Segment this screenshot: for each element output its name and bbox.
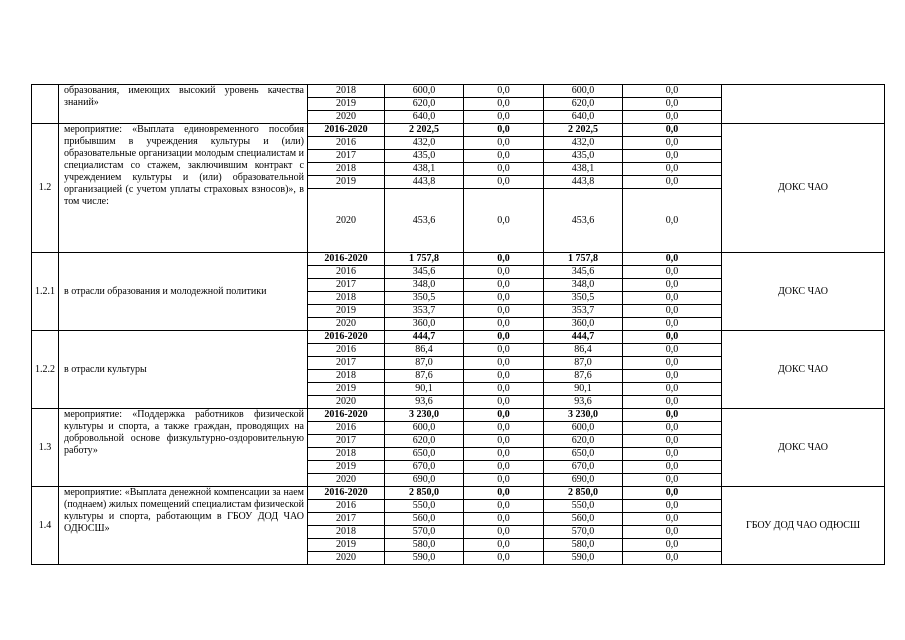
funding-cell-2: 0,0 — [464, 292, 544, 305]
total-cell: 600,0 — [385, 85, 464, 98]
funding-cell-4: 0,0 — [623, 331, 722, 344]
funding-cell-4: 0,0 — [623, 98, 722, 111]
funding-cell-2: 0,0 — [464, 85, 544, 98]
year-cell: 2016 — [308, 266, 385, 279]
funding-cell-2: 0,0 — [464, 111, 544, 124]
funding-cell-4: 0,0 — [623, 370, 722, 383]
total-cell: 443,8 — [385, 176, 464, 189]
funding-cell-3: 590,0 — [544, 552, 623, 565]
total-cell: 2 850,0 — [385, 487, 464, 500]
total-cell: 444,7 — [385, 331, 464, 344]
funding-cell-3: 438,1 — [544, 163, 623, 176]
funding-cell-4: 0,0 — [623, 137, 722, 150]
funding-cell-4: 0,0 — [623, 292, 722, 305]
funding-cell-3: 620,0 — [544, 435, 623, 448]
year-cell: 2016-2020 — [308, 124, 385, 137]
funding-cell-3: 86,4 — [544, 344, 623, 357]
total-cell: 90,1 — [385, 383, 464, 396]
item-description: мероприятие: «Поддержка работников физической культуры и спорта, а также граждан, проводящих на добровольной основе физкультурно-оздоровительную работу» — [59, 409, 308, 487]
item-description: в отрасли культуры — [59, 331, 308, 409]
total-cell: 93,6 — [385, 396, 464, 409]
item-description: мероприятие: «Выплата единовременного пособия прибывшим в учреждения культуры и (или) образовательные организации молодым специалистам и специалистам со стажем, заключившим контракт с учреждением культуры и (или) образовательной организацией (с учетом уплаты страховых взносов)», в том числе: — [59, 124, 308, 253]
funding-cell-4: 0,0 — [623, 266, 722, 279]
total-cell: 560,0 — [385, 513, 464, 526]
funding-cell-3: 348,0 — [544, 279, 623, 292]
funding-cell-2: 0,0 — [464, 279, 544, 292]
funding-cell-2: 0,0 — [464, 344, 544, 357]
executor-cell — [722, 85, 885, 124]
year-cell: 2017 — [308, 357, 385, 370]
total-cell: 345,6 — [385, 266, 464, 279]
total-cell: 600,0 — [385, 422, 464, 435]
year-cell: 2020 — [308, 318, 385, 331]
item-code: 1.3 — [32, 409, 59, 487]
funding-cell-4: 0,0 — [623, 189, 722, 253]
funding-cell-3: 444,7 — [544, 331, 623, 344]
funding-cell-2: 0,0 — [464, 331, 544, 344]
year-cell: 2018 — [308, 292, 385, 305]
funding-cell-4: 0,0 — [623, 474, 722, 487]
funding-cell-2: 0,0 — [464, 150, 544, 163]
funding-cell-2: 0,0 — [464, 513, 544, 526]
funding-cell-2: 0,0 — [464, 124, 544, 137]
item-code: 1.2.1 — [32, 253, 59, 331]
funding-cell-2: 0,0 — [464, 137, 544, 150]
funding-cell-2: 0,0 — [464, 448, 544, 461]
total-cell: 435,0 — [385, 150, 464, 163]
total-cell: 690,0 — [385, 474, 464, 487]
funding-cell-4: 0,0 — [623, 357, 722, 370]
document-page — [31, 84, 884, 565]
funding-cell-2: 0,0 — [464, 163, 544, 176]
funding-cell-3: 650,0 — [544, 448, 623, 461]
funding-cell-2: 0,0 — [464, 526, 544, 539]
funding-cell-4: 0,0 — [623, 461, 722, 474]
total-cell: 3 230,0 — [385, 409, 464, 422]
year-cell: 2016 — [308, 422, 385, 435]
total-cell: 348,0 — [385, 279, 464, 292]
funding-cell-4: 0,0 — [623, 344, 722, 357]
table-body — [32, 85, 885, 565]
total-cell: 87,0 — [385, 357, 464, 370]
year-cell: 2017 — [308, 435, 385, 448]
year-cell: 2016-2020 — [308, 331, 385, 344]
total-cell: 86,4 — [385, 344, 464, 357]
funding-cell-2: 0,0 — [464, 474, 544, 487]
year-cell: 2016 — [308, 344, 385, 357]
funding-cell-4: 0,0 — [623, 552, 722, 565]
funding-cell-3: 3 230,0 — [544, 409, 623, 422]
total-cell: 570,0 — [385, 526, 464, 539]
year-cell: 2016-2020 — [308, 409, 385, 422]
year-cell: 2018 — [308, 448, 385, 461]
executor-cell: ДОКС ЧАО — [722, 409, 885, 487]
funding-cell-2: 0,0 — [464, 305, 544, 318]
total-cell: 580,0 — [385, 539, 464, 552]
funding-cell-4: 0,0 — [623, 487, 722, 500]
table-row — [32, 253, 885, 266]
funding-cell-4: 0,0 — [623, 163, 722, 176]
funding-cell-4: 0,0 — [623, 435, 722, 448]
funding-cell-4: 0,0 — [623, 422, 722, 435]
funding-cell-2: 0,0 — [464, 396, 544, 409]
funding-cell-3: 600,0 — [544, 422, 623, 435]
funding-cell-4: 0,0 — [623, 111, 722, 124]
year-cell: 2019 — [308, 383, 385, 396]
funding-cell-3: 550,0 — [544, 500, 623, 513]
funding-cell-2: 0,0 — [464, 266, 544, 279]
year-cell: 2020 — [308, 552, 385, 565]
total-cell: 620,0 — [385, 435, 464, 448]
funding-cell-2: 0,0 — [464, 422, 544, 435]
funding-cell-3: 620,0 — [544, 98, 623, 111]
executor-cell: ГБОУ ДОД ЧАО ОДЮСШ — [722, 487, 885, 565]
total-cell: 350,5 — [385, 292, 464, 305]
funding-cell-3: 93,6 — [544, 396, 623, 409]
funding-cell-4: 0,0 — [623, 85, 722, 98]
funding-cell-4: 0,0 — [623, 448, 722, 461]
funding-cell-3: 90,1 — [544, 383, 623, 396]
item-code: 1.2 — [32, 124, 59, 253]
funding-cell-3: 87,0 — [544, 357, 623, 370]
executor-cell: ДОКС ЧАО — [722, 124, 885, 253]
year-cell: 2019 — [308, 539, 385, 552]
funding-cell-2: 0,0 — [464, 176, 544, 189]
funding-cell-2: 0,0 — [464, 357, 544, 370]
year-cell: 2019 — [308, 98, 385, 111]
total-cell: 353,7 — [385, 305, 464, 318]
total-cell: 550,0 — [385, 500, 464, 513]
year-cell: 2016-2020 — [308, 253, 385, 266]
funding-cell-4: 0,0 — [623, 305, 722, 318]
funding-cell-4: 0,0 — [623, 279, 722, 292]
table-row — [32, 409, 885, 422]
funding-cell-3: 453,6 — [544, 189, 623, 253]
funding-cell-3: 360,0 — [544, 318, 623, 331]
year-cell: 2020 — [308, 396, 385, 409]
funding-cell-2: 0,0 — [464, 500, 544, 513]
table-row — [32, 124, 885, 137]
item-code: 1.4 — [32, 487, 59, 565]
funding-cell-2: 0,0 — [464, 318, 544, 331]
funding-cell-3: 640,0 — [544, 111, 623, 124]
funding-cell-4: 0,0 — [623, 253, 722, 266]
total-cell: 87,6 — [385, 370, 464, 383]
executor-cell: ДОКС ЧАО — [722, 331, 885, 409]
funding-cell-3: 580,0 — [544, 539, 623, 552]
total-cell: 1 757,8 — [385, 253, 464, 266]
funding-cell-4: 0,0 — [623, 396, 722, 409]
year-cell: 2018 — [308, 85, 385, 98]
funding-cell-4: 0,0 — [623, 409, 722, 422]
total-cell: 453,6 — [385, 189, 464, 253]
funding-cell-3: 1 757,8 — [544, 253, 623, 266]
funding-cell-2: 0,0 — [464, 253, 544, 266]
total-cell: 360,0 — [385, 318, 464, 331]
funding-cell-3: 350,5 — [544, 292, 623, 305]
funding-cell-2: 0,0 — [464, 552, 544, 565]
funding-cell-3: 435,0 — [544, 150, 623, 163]
year-cell: 2016 — [308, 500, 385, 513]
table-row — [32, 85, 885, 98]
funding-cell-4: 0,0 — [623, 176, 722, 189]
funding-cell-4: 0,0 — [623, 539, 722, 552]
year-cell: 2018 — [308, 163, 385, 176]
item-description: образования, имеющих высокий уровень качества знаний» — [59, 85, 308, 124]
funding-cell-3: 2 850,0 — [544, 487, 623, 500]
funding-cell-4: 0,0 — [623, 383, 722, 396]
year-cell: 2017 — [308, 279, 385, 292]
year-cell: 2017 — [308, 150, 385, 163]
funding-cell-2: 0,0 — [464, 98, 544, 111]
total-cell: 432,0 — [385, 137, 464, 150]
total-cell: 590,0 — [385, 552, 464, 565]
funding-cell-2: 0,0 — [464, 189, 544, 253]
year-cell: 2016-2020 — [308, 487, 385, 500]
funding-cell-2: 0,0 — [464, 487, 544, 500]
funding-cell-3: 353,7 — [544, 305, 623, 318]
item-code — [32, 85, 59, 124]
funding-cell-3: 560,0 — [544, 513, 623, 526]
funding-cell-2: 0,0 — [464, 383, 544, 396]
table-row — [32, 331, 885, 344]
funding-cell-2: 0,0 — [464, 370, 544, 383]
year-cell: 2020 — [308, 189, 385, 253]
year-cell: 2020 — [308, 474, 385, 487]
total-cell: 2 202,5 — [385, 124, 464, 137]
total-cell: 650,0 — [385, 448, 464, 461]
funding-cell-3: 2 202,5 — [544, 124, 623, 137]
year-cell: 2019 — [308, 305, 385, 318]
total-cell: 438,1 — [385, 163, 464, 176]
year-cell: 2018 — [308, 526, 385, 539]
funding-cell-4: 0,0 — [623, 500, 722, 513]
total-cell: 640,0 — [385, 111, 464, 124]
funding-cell-2: 0,0 — [464, 539, 544, 552]
funding-cell-4: 0,0 — [623, 513, 722, 526]
funding-cell-4: 0,0 — [623, 526, 722, 539]
funding-cell-4: 0,0 — [623, 150, 722, 163]
item-code: 1.2.2 — [32, 331, 59, 409]
funding-cell-3: 690,0 — [544, 474, 623, 487]
funding-cell-3: 345,6 — [544, 266, 623, 279]
year-cell: 2016 — [308, 137, 385, 150]
executor-cell: ДОКС ЧАО — [722, 253, 885, 331]
year-cell: 2019 — [308, 176, 385, 189]
item-description: в отрасли образования и молодежной политики — [59, 253, 308, 331]
year-cell: 2017 — [308, 513, 385, 526]
total-cell: 620,0 — [385, 98, 464, 111]
funding-cell-2: 0,0 — [464, 461, 544, 474]
budget-table — [31, 84, 885, 565]
funding-cell-3: 432,0 — [544, 137, 623, 150]
funding-cell-3: 87,6 — [544, 370, 623, 383]
total-cell: 670,0 — [385, 461, 464, 474]
year-cell: 2020 — [308, 111, 385, 124]
funding-cell-3: 670,0 — [544, 461, 623, 474]
year-cell: 2019 — [308, 461, 385, 474]
funding-cell-4: 0,0 — [623, 124, 722, 137]
table-row — [32, 487, 885, 500]
funding-cell-3: 570,0 — [544, 526, 623, 539]
funding-cell-2: 0,0 — [464, 409, 544, 422]
year-cell: 2018 — [308, 370, 385, 383]
funding-cell-2: 0,0 — [464, 435, 544, 448]
item-description: мероприятие: «Выплата денежной компенсации за наем (поднаем) жилых помещений специалистам физической культуры и спорта, работающим в ГБОУ ДОД ЧАО ОДЮСШ» — [59, 487, 308, 565]
funding-cell-4: 0,0 — [623, 318, 722, 331]
funding-cell-3: 600,0 — [544, 85, 623, 98]
funding-cell-3: 443,8 — [544, 176, 623, 189]
